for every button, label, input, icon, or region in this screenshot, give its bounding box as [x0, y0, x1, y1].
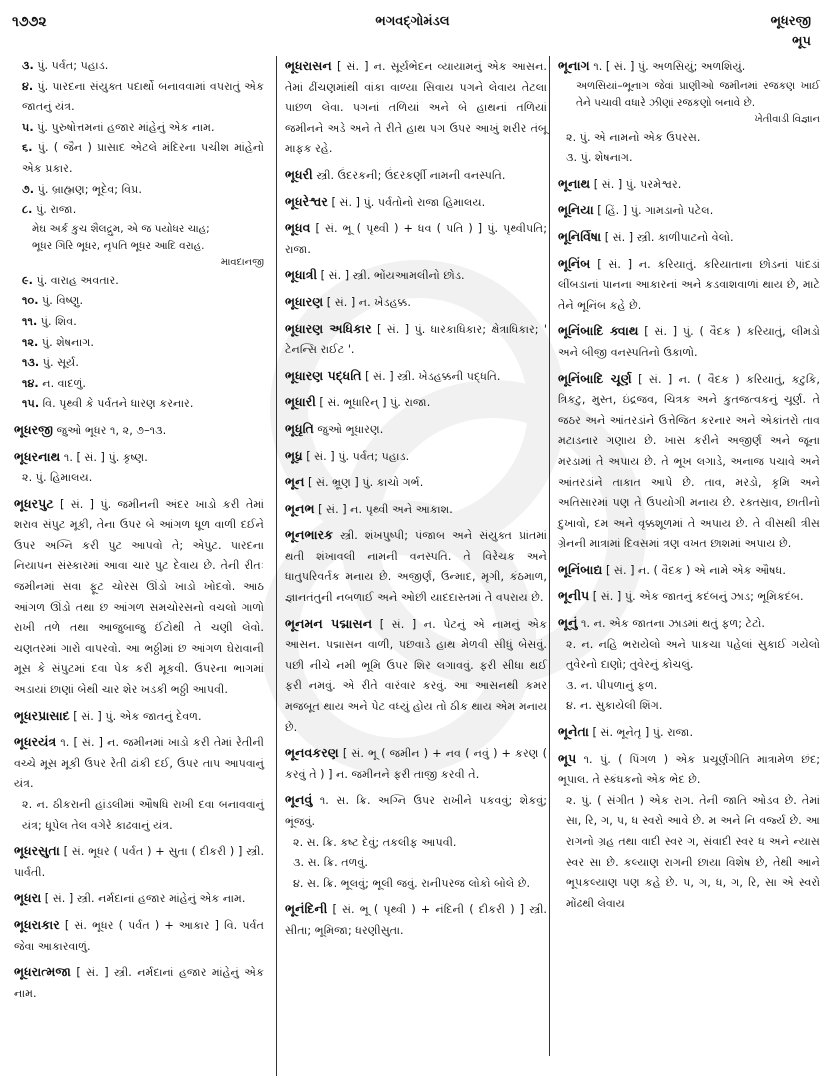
quotation-source: માવદાનજી: [220, 256, 264, 268]
definition: [ સં. ભૂધર ( પર્વત ) + આકાર ] વિ. પર્વત જેવા આકારવાળું.: [14, 918, 264, 953]
headword: ભૂનંદિની: [285, 901, 328, 917]
column-2: [276, 56, 547, 1076]
sense-text: પું. શેષનાગ.: [41, 335, 94, 349]
sense-text: પું. વિષ્ણુ.: [42, 294, 84, 308]
headword: ભૂધરી: [285, 166, 313, 182]
sense-line: [14, 271, 264, 292]
dictionary-entry: [285, 165, 547, 187]
headword: ભૂનિયા: [558, 202, 594, 218]
dictionary-entry: [558, 254, 820, 317]
headword: ભૂનભ: [285, 500, 315, 516]
dictionary-entry: [14, 841, 264, 883]
sense-number: ૧૨.: [22, 335, 39, 349]
sub-sense: ૨. પું. ( સંગીત ) એક રાગ. તેની જાતિ ઓડવ છે. તેમાં સા, રિ, ગ, પ, ધ સ્વરો આવે છે. મ અને નિ વર્જ્ય છે. આ રાગનો ગ્રહ તથા વાદી સ્વર ગ, સંવાદી સ્વર ધ અને ન્યાસ સ્વર સા છે. કલ્યાણ રાગની છાયા વિશેષ છે, તેથી આને ભૂપકલ્યાણ પણ કહે છે. પ, ગ, ધ, ગ, રિ, સા એ સ્વરો મોંઢથી લેવાય: [566, 793, 820, 910]
column-1: [14, 56, 264, 1009]
sense-number: ૯.: [22, 273, 33, 287]
dictionary-entry: [14, 494, 264, 701]
headword: ભૂનભારક: [285, 527, 334, 543]
headword: ભૂપ: [558, 750, 577, 766]
definition: [ સં. ] પું. પરમેશ્વર.: [593, 177, 682, 191]
sense-text: પું. બ્રાહ્મણ; ભૂદેવ; વિપ્ર.: [37, 182, 142, 196]
definition: [ સં. ] ન. સૂર્યભેદન વ્યાયામનું એક આસન. તેમાં ઢીંચણમાંથી વાંકા વાળ્યા સિવાય પગને લેવાય તેટલા પાછળ લેવા. પગનાં તળિયાં અને બે હાથનાં તળિયાં જમીનને અડે અને તે રીતે હાથ પગ ઉપર આખું શરીર તંબૂ માફક રહે.: [285, 60, 547, 156]
definition: [ સં. ભૂધારિન્ ] પું. રાજા.: [319, 396, 431, 410]
headword: ભૂધરયંત્ર: [14, 734, 57, 750]
sense-line: [14, 333, 264, 354]
definition: [ સં. ભૂનેતૃ ] પું. રાજા.: [592, 726, 694, 740]
sub-sense: ૨. પું. એ નામનો એક ઉપરસ.: [566, 130, 701, 144]
sense-line: [14, 138, 264, 179]
sense-number: ૩.: [22, 59, 34, 72]
book-title: ભગવદ્ગોમંડલ: [375, 14, 450, 29]
sense-text: પું. પર્વત; પહાડ.: [37, 59, 109, 72]
definition: [ સં. ] ન. કરિયાતું. કરિયાતાના છોડનાં પાંદડાં લીંબડાનાં પાનના આકારનાં અને કડવાશવાળાં થાય છે, માટે તેને ભૂનિંબ કહે છે.: [558, 257, 820, 312]
sense-number: ૪.: [22, 79, 34, 93]
definition: [ સં. ભૂ ( જમીન ) + નવ ( નવું ) + કરણ ( કરવું તે ) ] ન. જમીનને ફરી તાજી કરવી તે.: [285, 747, 547, 781]
definition: [ સં. ] સ્ત્રી. નર્મદાનાં હજાર માંહેનું એક નામ.: [14, 966, 264, 1000]
definition: [ સં. ભૂ ( પૃથ્વી ) + ધવ ( પતિ ) ] પું. પૃથ્વીપતિ; રાજા.: [285, 222, 547, 256]
dictionary-entry: [558, 586, 820, 608]
definition: [ સં. ] સ્ત્રી. ભોંયઆમલીનો છોડ.: [320, 269, 465, 283]
definition: ૧. [ સં. ] ન. જમીનમાં ખાડો કરી તેમાં રેતીની વચ્ચે મૂસ મૂકી ઉપર રેતી ઢાંકી દઈ, ઉપર તાપ આપવાનું યંત્ર.: [14, 736, 264, 791]
definition: સ્ત્રી. શંખપુષ્પી; પંજાબ અને સંયુક્ત પ્રાંતમાં થતી શંખાવલી નામની વનસ્પતિ. તે વિરેચક અને ધાતુપરિવર્તક મનાય છે. અજીર્ણ, ઉન્માદ, મૃગી, કંઠમાળ, જ્ઞાનતંતુની નબળાઈ અને ઓછી યાદદાસ્તમાં તે વપરાય છે.: [285, 529, 547, 605]
headword: ભૂધરાત્મજા: [14, 964, 71, 980]
quotation-line: મેઘ અર્ક કુચ શૈલદ્રુમ, એ જ પયોધર ચાહ;: [32, 222, 210, 235]
sense-number: ૧૧.: [22, 314, 38, 328]
headword: ભૂધરાસન: [285, 58, 332, 73]
dictionary-entry: [285, 366, 547, 388]
dictionary-entry: [558, 369, 820, 555]
sub-sense: ૩. પું. શેષનાગ.: [566, 151, 633, 165]
sub-sense: ૩. સ. ક્રિ. તળવું.: [293, 856, 368, 870]
sense-number: ૬.: [22, 141, 33, 155]
headword: ભૂધવ: [285, 220, 311, 236]
sense-text: પું. સૂર્ય.: [42, 356, 79, 370]
sense-text: પું. પુરુષોત્તમનાં હજાર માંહેનું એક નામ.: [37, 120, 215, 134]
definition: [ સં. ] પું. ધારકાધિકાર; ક્ષેત્રાધિકાર; ' ટેનન્સિ રાઈટ '.: [285, 322, 547, 357]
definition: [ સં. ] પું. પર્વતોનો રાજા હિમાલય.: [331, 195, 486, 209]
sense-line: [14, 180, 264, 201]
dictionary-entry: [14, 56, 264, 415]
headword: ભૂધાત્રી: [285, 267, 318, 283]
sense-number: ૧૩.: [22, 356, 40, 370]
dictionary-entry: [285, 419, 547, 441]
sense-text: પું. રાજા.: [35, 203, 77, 217]
guide-word-top: ભૂધરજી: [770, 14, 811, 29]
definition: [ સં. ] ન. ( વૈદક ) કરિયાતું, કટુકિ, ત્રિકટુ, મુસ્ત, ઇંદ્રજવ, ચિત્રક અને કુતજત્વકનું ચૂર્ણ. તે જઠર અને આંતરડાંને ઉત્તેજિત કરનાર અને એકાંતરો તાવ મટાડનાર ગણાય છે. ખાસ કરીને અજીર્ણ અને જૂના મરડામાં તે અપાય છે. તે ભૂખ લગાડે, અનાજ પચાવે અને આંતરડાંને તાકાત આપે છે. તાવ, મરડો, કૃમિ અને અતિસારમાં પણ તે ઉપયોગી મનાય છે. રક્તસ્રાવ, છાતીનો દુખાવો, દમ અને વૃક્કશૂળમાં તે અપાય છે. તે વીસથી ત્રીસ ગ્રેનની માત્રામાં દિવસમાં ત્રણ વખત છાશમાં અપાય છે.: [558, 372, 820, 551]
sense-line: [14, 394, 264, 415]
definition: [ સં. ] સ્ત્રી. ખેડહક્કની પદ્ધતિ.: [365, 369, 501, 383]
sense-text: ન. વાદળું.: [42, 376, 86, 390]
sense-line: [14, 312, 264, 333]
headword: ભૂધારણ: [285, 293, 324, 309]
headword: ભૂધરા: [14, 890, 42, 906]
dictionary-entry: [285, 446, 547, 468]
dictionary-entry: [285, 790, 547, 894]
definition: [ સં. ભૂધર ( પર્વત ) + સુતા ( દીકરી ) ] સ્ત્રી. પાર્વતી.: [14, 845, 265, 879]
sense-line: [14, 200, 264, 221]
definition: [ સં. ] પું. એક જાતનું દેવળ.: [73, 709, 202, 723]
headword: ભૂધરજી: [14, 421, 54, 437]
headword: ભૂધરસુતા: [14, 843, 60, 859]
sub-sense: ૩. ન. પીપળાનું ફળ.: [566, 678, 658, 692]
dictionary-entry: [285, 392, 547, 414]
dictionary-entry: [285, 614, 547, 739]
dictionary-entry: [558, 613, 820, 717]
headword: ભૂધ્ર: [285, 447, 303, 463]
definition: [ સં. ] પું. ( વૈદક ) કરિયાતું, લીમડો અને બીજી વનસ્પતિનો ઉકાળો.: [558, 325, 820, 359]
definition: [ સં. ] સ્ત્રી. કાળીપાટનો વેલો.: [604, 230, 734, 244]
guide-word-bottom: ભૂપ: [792, 34, 811, 49]
sense-number: ૧૫.: [22, 397, 40, 411]
sense-number: ૧૪.: [22, 376, 39, 390]
dictionary-entry: [14, 420, 264, 442]
sub-sense: ૪. સ. ક્રિ. ભૂલવું; ભૂલી જવું. રાનીપરજ લોકો બોલે છે.: [293, 876, 531, 890]
dictionary-entry: [14, 732, 264, 836]
headword: ભૂનાગ: [558, 58, 590, 73]
sense-text: પું. ( જૈન ) પ્રાસાદ એટલે મંદિરના પચીશ માંહેનો એક પ્રકાર.: [22, 141, 265, 175]
headword: ભૂધારણ અધિકાર: [285, 320, 372, 336]
definition: [ સં. ] પું. એક જાતનું કદંબનું ઝાડ; ભૂમિકદંબ.: [592, 590, 804, 604]
dictionary-entry: [285, 525, 547, 608]
definition: [ સં. ] પું. પર્વત; પહાડ.: [306, 449, 410, 463]
sense-number: ૮.: [22, 203, 33, 217]
dictionary-entry: [285, 218, 547, 260]
dictionary-entry: [558, 200, 820, 222]
dictionary-entry: [285, 292, 547, 314]
dictionary-entry: [285, 472, 547, 494]
sense-text: વિ. પૃથ્વી કે પર્વતને ધારણ કરનાર.: [42, 397, 194, 411]
sense-line: [14, 291, 264, 312]
headword: ભૂનિંબાદિ ચૂર્ણ: [558, 370, 632, 386]
headword: ભૂનમન પદ્માસન: [285, 615, 373, 631]
definition: [ સં. ] ન. ( વૈદક ) એ નામે એક ઔષધ.: [606, 563, 786, 577]
dictionary-entry: [558, 174, 820, 196]
sense-line: [14, 56, 264, 77]
definition: [ સં. ] પું. જમીનની અંદર ખાડો કરી તેમાં શરાવ સંપુટ મૂકી, તેના ઉપર બે આંગળ ધૂળ વાળી દઈને ઉપર અગ્નિ કરી પુટ આપવો તે; એપુટ. પારદના નિયાપન સંસ્કારમાં આવા ચાર પુટ દેવાય છે. તેની રીતઃ જમીનમાં સવા ફૂટ ચોરસ ઊંડો ખાડો ખોદવો. આઠ આંગળ ઊંડો તથા છ આંગળ સમચોરસનો વચલો ગાળો રાખી તળે તથા આજુબાજુ ઈંટોથી તે ચણી લેવો. ચણતરમાં ગારો વાપરવો. આ ભઠ્ઠીમાં છ આંગળ ઘેરાવાની મૂસ કે સંપુટમાં દવા પેક કરી મૂકવી. ઉપરના ભાગમાં અડાયાં છાણાં બેથી ચાર શેર ખડકી ભઠ્ઠી આપવી.: [14, 497, 265, 697]
headword: ભૂનિંબ: [558, 255, 591, 271]
headword: ભૂધરનાથ: [14, 448, 61, 464]
definition: [ સં. ] સ્ત્રી. નર્મદાનાં હજાર માંહેનું એક નામ.: [44, 892, 246, 906]
definition: ૧. ન. એક જાતના ઝાડમાં થતું ફળ; ટેટો.: [581, 617, 765, 631]
definition: [ સં. ] ન. ખેડહક્ક.: [326, 295, 411, 309]
sense-line: [14, 77, 264, 118]
definition: ૧. પું. ( પિંગળ ) એક પ્રચૂર્ણગીતિ માત્રામેળ છંદ; ભૂપાલ. તે સ્કંધકનો એક ભેદ છે.: [558, 752, 820, 787]
dictionary-entry: [558, 560, 820, 582]
definition: [ સં. ભ્રૂણ ] પું. કાચો ગર્ભ.: [308, 476, 424, 490]
sub-sense: ૪. ન. સુકાયેલી શિંગ.: [566, 699, 663, 713]
definition: [ હિં. ] પું. ગામડાનો પટેલ.: [597, 204, 714, 218]
sub-sense: ૨. ન. ઠીકરાની હાંડલીમાં ઔષધિ રાખી દવા બનાવવાનું યંત્ર; ધૂપેલ તેલ વગેરે કાઢવાનું યંત્ર.: [22, 798, 264, 832]
sense-text: પું. શિવ.: [40, 314, 77, 328]
dictionary-entry: [14, 706, 264, 728]
dictionary-entry: [14, 962, 264, 1004]
dictionary-entry: [285, 743, 547, 785]
headword: ભૂનિંબાદ્ય: [558, 561, 603, 577]
dictionary-entry: [285, 265, 547, 287]
sub-sense: ૨. ન. નહિ ભરાયેલો અને પાકચા પહેલાં સુકાઈ ગયેલો તુવેરનો દાણો; તુવેરનું કોચલું.: [566, 637, 820, 672]
headword: ભૂધરપુટ: [14, 495, 54, 511]
headword: ભૂનિર્વિષા: [558, 228, 602, 244]
column-3: [549, 56, 820, 1056]
dictionary-entry: [285, 192, 547, 214]
headword: ભૂધરેશ્વર: [285, 193, 328, 209]
dictionary-entry: [285, 56, 547, 160]
dictionary-entry: [285, 499, 547, 521]
definition: સ્ત્રી. ઉંદરકની; ઉંદરકર્ણી નામની વનસ્પતિ.: [316, 168, 506, 182]
headword: ભૂનવકરણ: [285, 745, 339, 761]
dictionary-entry: [558, 227, 820, 249]
headword: ભૂનિંબાદિ ક્વાથ: [558, 323, 639, 339]
sense-line: [14, 374, 264, 395]
headword: ભૂધારી: [285, 394, 316, 410]
dictionary-entry: [14, 888, 264, 910]
headword: ભૂનું: [558, 615, 578, 631]
dictionary-entry: [285, 899, 547, 941]
definition: જુઓ ભૂધારણ.: [317, 422, 384, 436]
sense-line: [14, 353, 264, 374]
definition: [ સં. ] ન. પૃથ્વી અને આકાશ.: [318, 502, 453, 516]
dictionary-entry: [558, 321, 820, 363]
headword: ભૂનેતા: [558, 724, 589, 740]
definition: ૧. [ સં. ] પું. અળસિયું; અળશિયું.: [593, 60, 746, 73]
definition: [ સં. ભૂ ( પૃથ્વી ) + નંદિની ( દીકરી ) ] સ્ત્રી. સીતા; ભૂમિજા; ધરણીસુતા.: [285, 903, 547, 937]
sub-sense: ૨. પું. હિમાલય.: [22, 471, 93, 485]
sense-line: [14, 118, 264, 139]
sense-number: ૭.: [22, 182, 35, 196]
sense-text: પું. પારદના સંયુક્ત પદાર્થો બનાવવામાં વપરાતું એક જાતનું યંત્ર.: [22, 79, 264, 114]
dictionary-entry: [558, 722, 820, 744]
quotation-line: અળસિયાં–ભૂનાગ જેવાં પ્રાણીઓ જમીનમાં રજકણ ખાઈ તેને પચાવી વધારે ઝીણાં રજકણો બનાવે છે.: [576, 79, 820, 109]
headword: ભૂધૃતિ: [285, 420, 314, 436]
headword: ભૂધારણ પદ્ધતિ: [285, 367, 362, 383]
quotation-line: ભૂધર ગિરિ ભૂધર, નૃપતિ ભૂધર આદિ વરાહ.: [32, 239, 205, 252]
headword: ભૂનાથ: [558, 175, 591, 191]
sense-number: ૫.: [22, 120, 34, 134]
dictionary-entry: [14, 915, 264, 957]
headword: ભૂન: [285, 474, 305, 490]
headword: ભૂધરાકાર: [14, 916, 60, 932]
dictionary-entry: [14, 447, 264, 489]
definition: [ સં. ] ન. પેટનું એ નામનું એક આસન. પદ્માસન વાળી, પછવાડે હાથ મેળવી સીધું બેસવું. પછી નીચે નમી ભૂમિ ઉપર શિર લગાવવું. ફરી સીધા થઈ ફરી નમવું. એ રીતે વારંવાર કરવું. આ આસનથી કમર મજબૂત થાય અને પેટ વધ્યું હોય તો ઠીક થાય એમ મનાય છે.: [285, 617, 547, 734]
dictionary-entry: [558, 56, 820, 169]
quotation-source: ખેતીવાડી વિજ્ઞાન: [754, 113, 820, 125]
sense-number: ૧૦.: [22, 294, 39, 308]
headword: ભૂનવું: [285, 792, 313, 808]
sub-sense: ૨. સ. ક્રિ. કષ્ટ દેવું; તકલીફ આપવી.: [293, 835, 457, 849]
headword: ભૂનીપ: [558, 588, 590, 604]
page-number: ૧૭૭૨: [12, 14, 47, 30]
headword: ભૂધરપ્રાસાદ: [14, 707, 70, 723]
page-header: [0, 12, 825, 52]
dictionary-entry: [285, 319, 547, 361]
definition: ૧. [ સં. ] પું. કૃષ્ણ.: [63, 450, 148, 464]
sense-text: પું. વારાહ અવતાર.: [36, 273, 119, 287]
definition: ૧. સ. ક્રિ. અગ્નિ ઉપર રાખીને પકવવું; શેકવું; ભૂંજવું.: [285, 794, 547, 828]
dictionary-entry: [558, 749, 820, 915]
definition: જુઓ ભૂધર ૧, ૨, ૭–૧૩.: [56, 423, 167, 437]
